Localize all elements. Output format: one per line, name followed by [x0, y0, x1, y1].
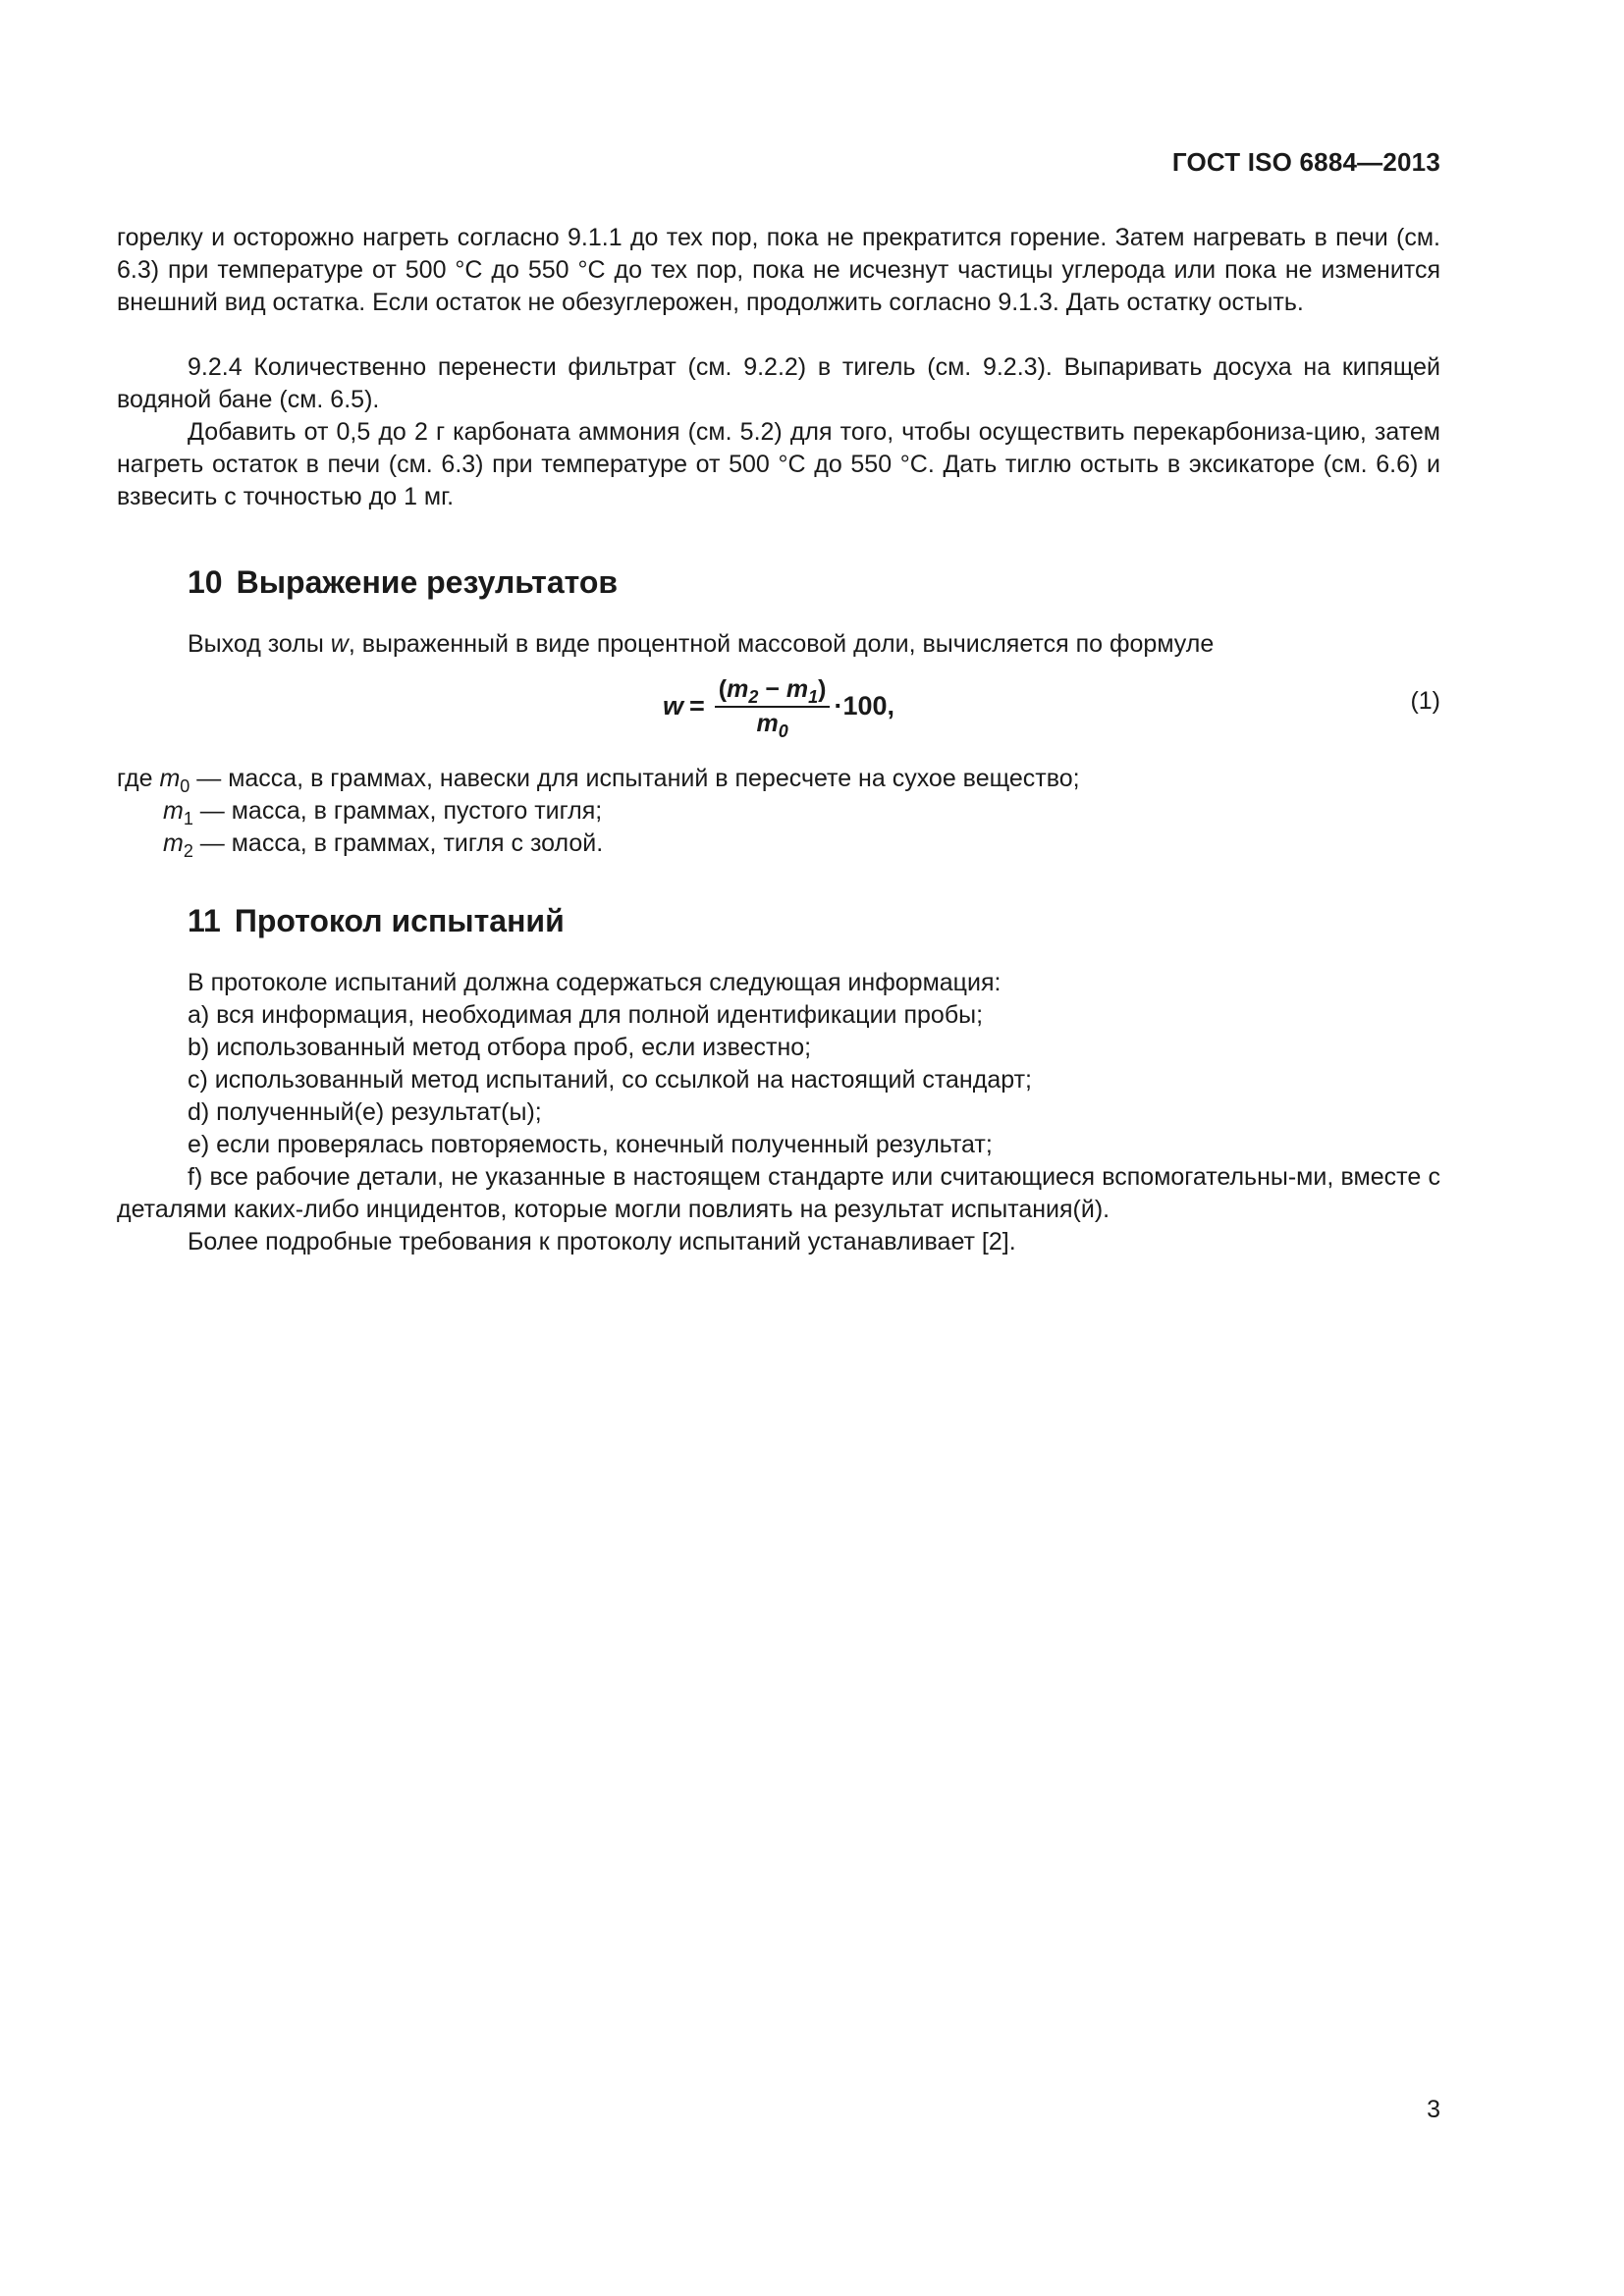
- section-11-intro: В протоколе испытаний должна содержаться следующая информация:: [188, 969, 1001, 996]
- protocol-closing: Более подробные требования к протоколу испытаний устанавливает [2].: [188, 1228, 1016, 1255]
- standard-header: ГОСТ ISO 6884—2013: [1171, 147, 1440, 177]
- equation-number: (1): [1410, 687, 1440, 715]
- protocol-item-d: d) полученный(е) результат(ы);: [188, 1098, 542, 1126]
- ash-yield-formula: [663, 671, 894, 740]
- paragraph-intro: горелку и осторожно нагреть согласно 9.1.1 до тех пор, пока не прекратится горение. Затем нагревать в печи (см. 6.3) при температуре от 500 °С до 550 °С до тех пор, пока не исчезнут частицы углерода или пока не изменится внешний вид остатка. Если остаток не обезуглерожен, продолжить согласно 9.1.3. Дать остатку остыть.: [117, 224, 1440, 316]
- definition-m0: где $m_0$ — масса, в граммах, навески для испытаний в пересчете на сухое вещество;: [117, 765, 1080, 796]
- section-11-title: Протокол испытаний: [234, 903, 565, 938]
- definition-m1: $m_1$ — масса, в граммах, пустого тигля;: [163, 797, 603, 828]
- section-10-number: 10: [188, 564, 223, 600]
- paragraph-ammonium-carbonate: Добавить от 0,5 до 2 г карбоната аммония (см. 5.2) для того, чтобы осуществить перекарбониза-цию, затем нагреть остаток в печи (см. 6.3) при температуре от 500 °С до 550 °С. Дать тиглю остыть в эксикаторе (см. 6.6) и взвесить с точностью до 1 мг.: [117, 418, 1440, 510]
- formula-equals: =: [689, 690, 705, 721]
- formula-denominator: $m_0$: [756, 709, 788, 741]
- section-11-heading: [188, 903, 565, 939]
- protocol-item-c: c) использованный метод испытаний, со ссылкой на настоящий стандарт;: [188, 1066, 1032, 1094]
- definition-m2: $m_2$ — масса, в граммах, тигля с золой.: [163, 829, 604, 861]
- protocol-item-a: a) вся информация, необходимая для полной идентификации пробы;: [188, 1001, 984, 1029]
- section-10-title: Выражение результатов: [236, 564, 619, 600]
- page-number: 3: [1427, 2096, 1440, 2123]
- protocol-item-e: e) если проверялась повторяемость, конечный полученный результат;: [188, 1131, 993, 1158]
- formula-tail: ·100,: [834, 690, 894, 721]
- section-11-number: 11: [188, 903, 221, 938]
- paragraph-9-2-4: 9.2.4 Количественно перенести фильтрат (см. 9.2.2) в тигель (см. 9.2.3). Выпаривать досуха на кипящей водяной бане (см. 6.5).: [117, 353, 1440, 413]
- section-10-heading: [188, 564, 618, 601]
- formula-numerator: $(m_2 - m_1)$: [715, 674, 831, 708]
- protocol-item-b: b) использованный метод отбора проб, если известно;: [188, 1034, 812, 1061]
- formula-lhs: w: [663, 690, 684, 721]
- formula-fraction: [715, 674, 831, 741]
- section-10-intro: Выход золы w, выраженный в виде процентной массовой доли, вычисляется по формуле: [188, 630, 1215, 658]
- protocol-item-f: f) все рабочие детали, не указанные в настоящем стандарте или считающиеся вспомогательны-ми, вместе с деталями каких-либо инцидентов, которые могли повлиять на результат испытания(й).: [117, 1163, 1440, 1223]
- variable-w: w: [330, 630, 349, 658]
